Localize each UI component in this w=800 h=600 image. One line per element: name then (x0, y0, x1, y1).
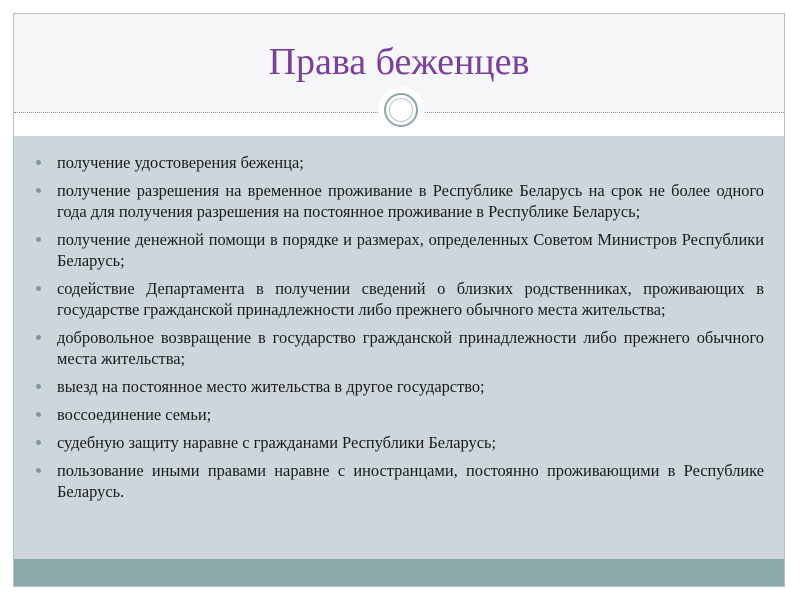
bullet-icon (36, 384, 41, 389)
bullet-icon (36, 468, 41, 473)
slide-title: Права беженцев (268, 41, 530, 83)
bullet-icon (36, 188, 41, 193)
list-item-text: пользование иными правами наравне с иностранцами, постоянно проживающими в Республике Беларусь. (57, 461, 764, 501)
list-item-text: судебную защиту наравне с гражданами Республики Беларусь; (57, 433, 497, 452)
bullet-icon (36, 286, 41, 291)
list-item (36, 404, 764, 425)
circle-ornament-icon (384, 93, 418, 127)
bullet-icon (36, 440, 41, 445)
list-item-text: добровольное возвращение в государство гражданской принадлежности либо прежнего обычного места жительства; (57, 328, 764, 368)
list-item (36, 460, 764, 502)
list-item (36, 376, 764, 397)
bullet-icon (36, 160, 41, 165)
list-item (36, 327, 764, 369)
footer-band (14, 559, 784, 586)
list-item (36, 152, 764, 173)
list-item-text: содействие Департамента в получении сведений о близких родственниках, проживающих в государстве гражданской принадлежности либо прежнего обычного места жительства; (57, 279, 764, 319)
list-item (36, 180, 764, 222)
list-item (36, 432, 764, 453)
slide (13, 13, 785, 587)
list-item-text: получение удостоверения беженца; (57, 153, 304, 172)
bullet-icon (36, 412, 41, 417)
bullet-icon (36, 237, 41, 242)
list-item-text: получение денежной помощи в порядке и размерах, определенных Советом Министров Республики Беларусь; (57, 230, 764, 270)
list-item (36, 229, 764, 271)
divider-ornament (378, 87, 424, 133)
list-item (36, 278, 764, 320)
list-item-text: выезд на постоянное место жительства в другое государство; (57, 377, 485, 396)
content-area (14, 136, 784, 560)
bullet-icon (36, 335, 41, 340)
list-item-text: получение разрешения на временное проживание в Республике Беларусь на срок не более одного года для получения разрешения на постоянное проживание в Республике Беларусь; (57, 181, 764, 221)
list-item-text: воссоединение семьи; (57, 405, 212, 424)
bullet-list (14, 136, 784, 502)
